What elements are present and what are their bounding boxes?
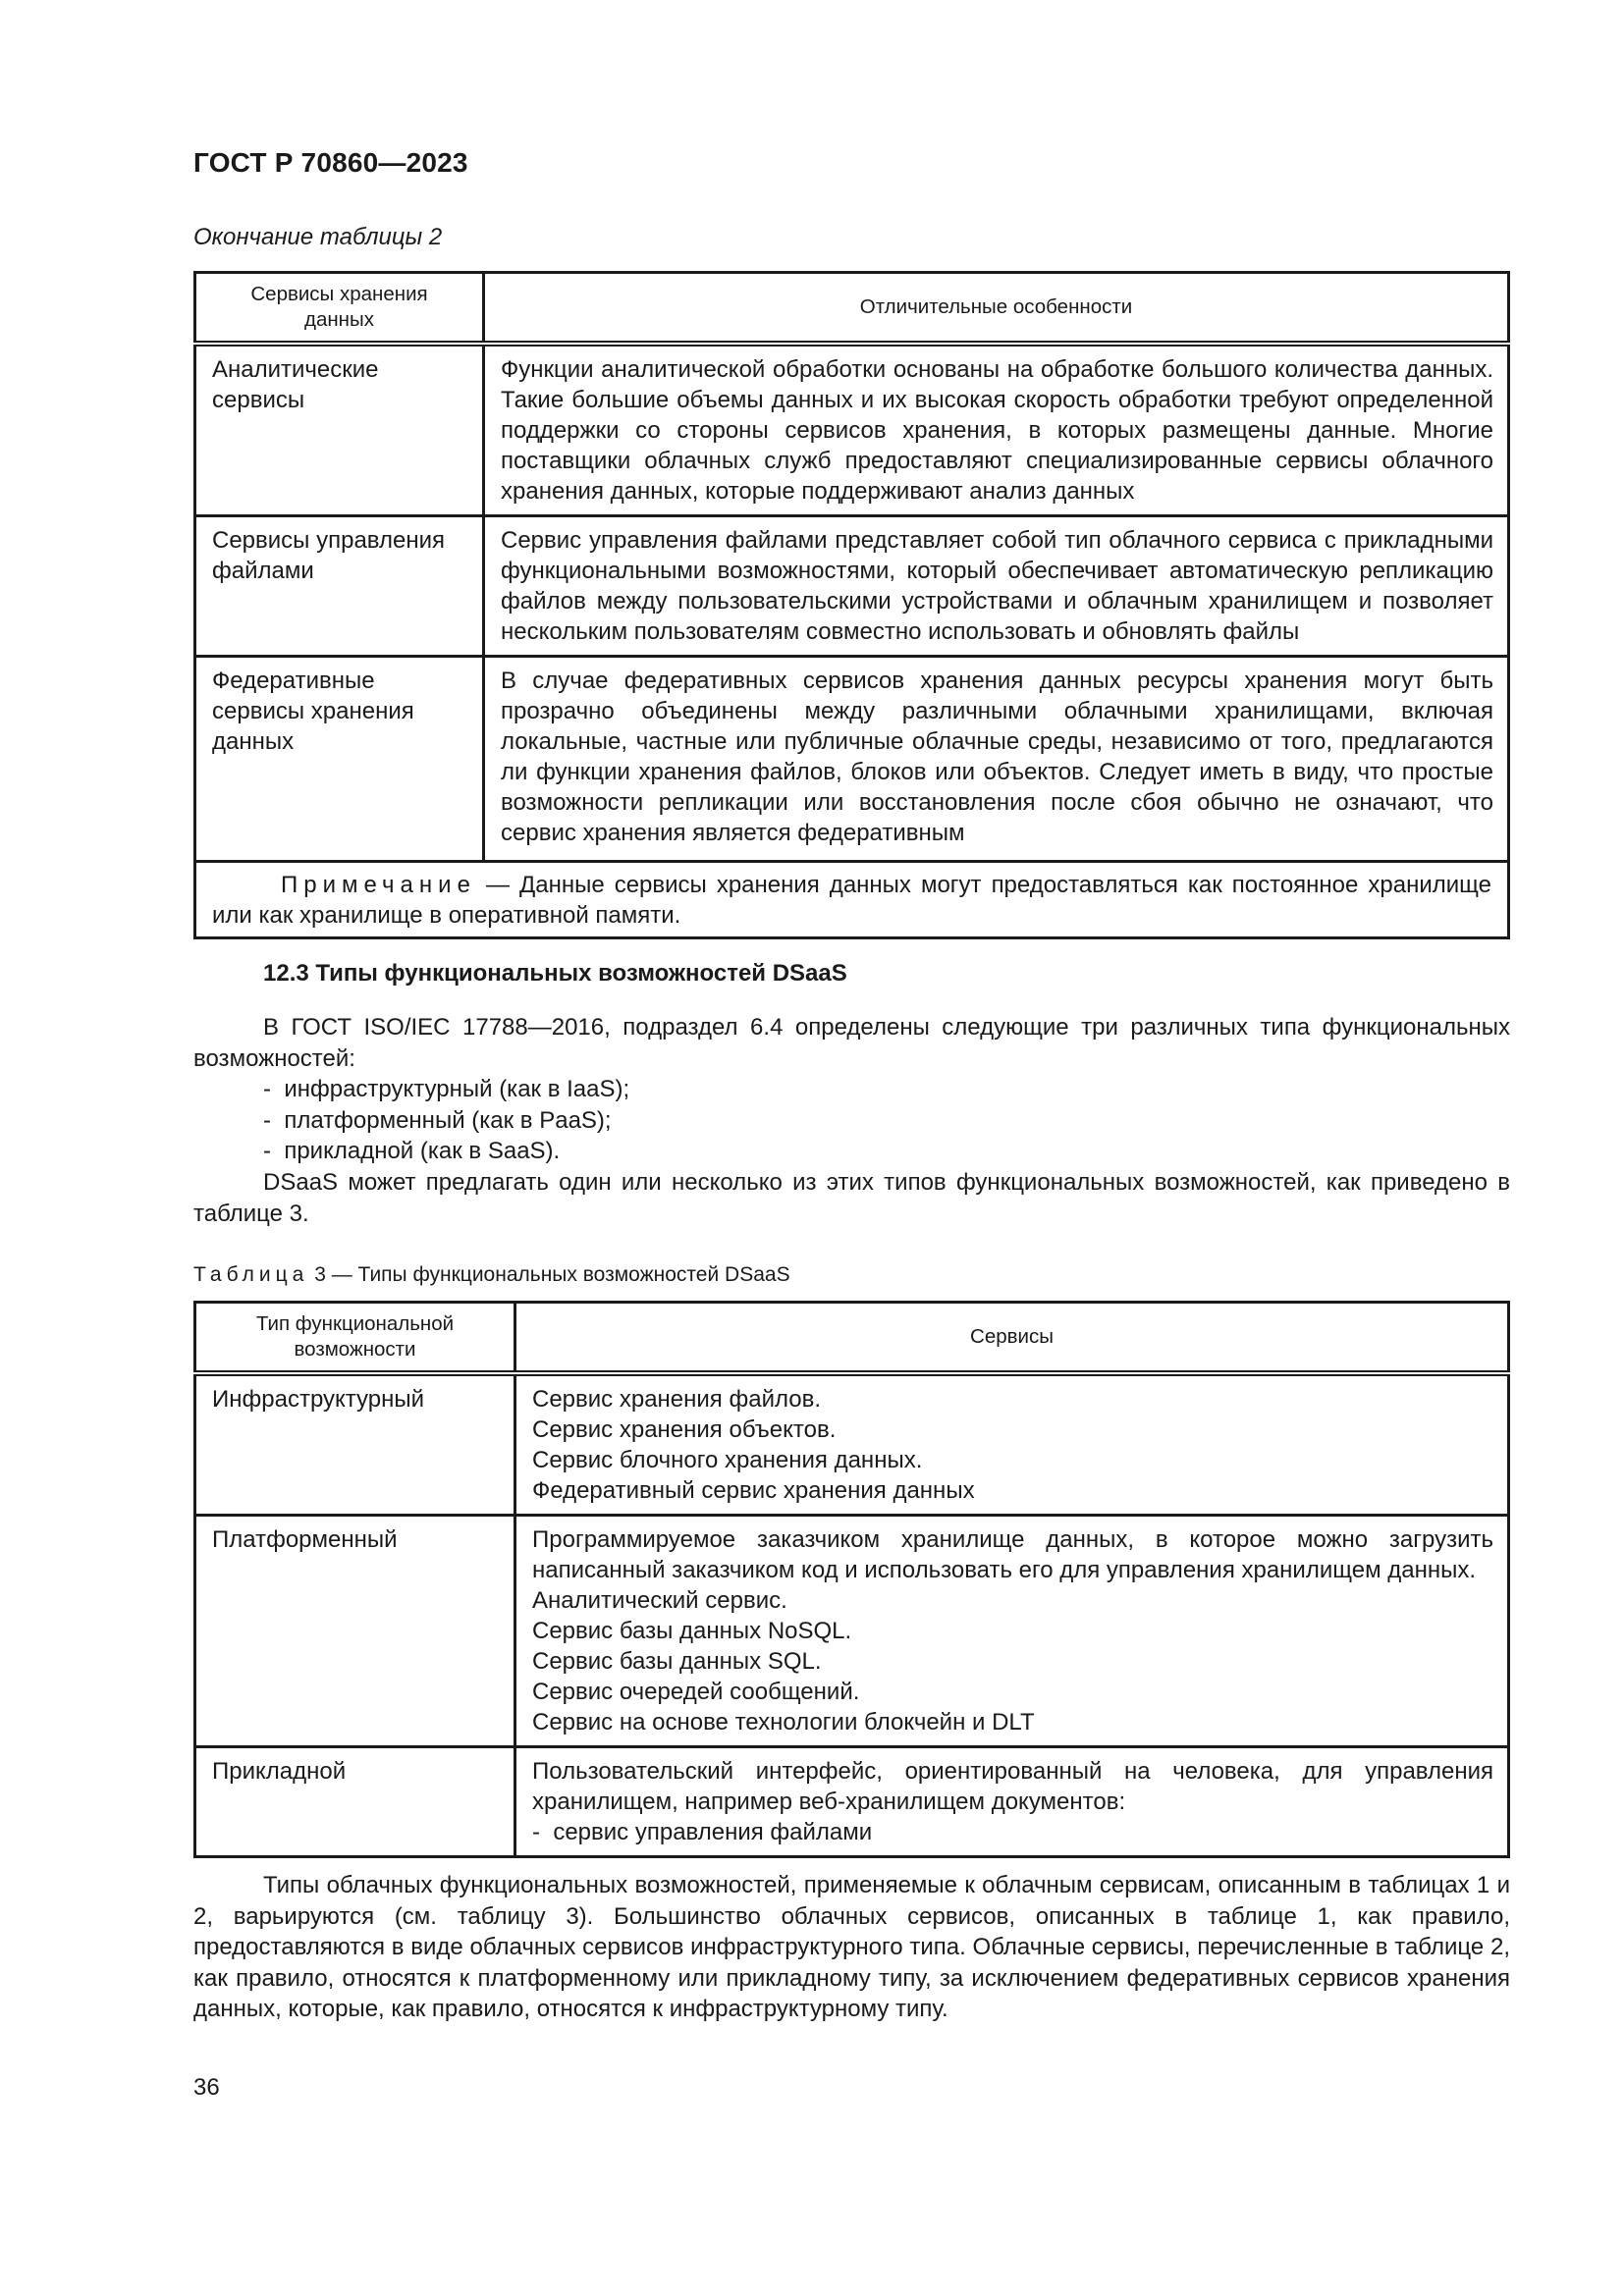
page-number: 36: [193, 2074, 220, 2101]
after-list-paragraph: [193, 1167, 1510, 1229]
table2-header-service: Сервисы хранения данных: [195, 273, 484, 344]
service-line: Сервис хранения объектов.: [532, 1415, 837, 1443]
capability-types-list: [263, 1074, 629, 1167]
table3-header-type: Тип функциональной возможности: [195, 1303, 515, 1373]
table3-caption-text: 3 — Типы функциональных возможностей DSaaS: [314, 1263, 790, 1286]
service-line: Сервис очередей сообщений.: [532, 1678, 860, 1705]
table-row: [195, 344, 1509, 516]
table3-caption-label: Таблица: [193, 1263, 309, 1286]
table2-service-cell: Аналитические сервисы: [195, 344, 484, 516]
list-item: - платформенный (как в PaaS);: [263, 1106, 612, 1134]
closing-paragraph: [193, 1870, 1510, 2025]
table-continuation-caption: Окончание таблицы 2: [193, 224, 443, 250]
service-line: Сервис базы данных NoSQL.: [532, 1617, 852, 1644]
service-line: Сервис базы данных SQL.: [532, 1647, 822, 1675]
table-row: [195, 515, 1509, 656]
table2-features-cell: В случае федеративных сервисов хранения данных ресурсы хранения могут быть прозрачно объединены между различными облачными хранилищами, включая локальные, частные или публичные облачные среды, независимо от того, предлагаются ли функции хранения файлов, блоков или объектов. Следует иметь в виду, что простые возможности репликации или восстановления после сбоя обычно не означают, что сервис хранения является федеративным: [484, 656, 1509, 861]
table-row: [195, 1373, 1509, 1516]
table2-features-cell: Сервис управления файлами представляет собой тип облачного сервиса с прикладными функциональными возможностями, который обеспечивает автоматическую репликацию файлов между пользовательскими устройствами и облачным хранилищем и позволяет нескольким пользователям совместно использовать и обновлять файлы: [484, 515, 1509, 656]
table-row: [195, 1746, 1509, 1856]
table3-services-cell: [515, 1746, 1509, 1856]
service-line: Сервис на основе технологии блокчейн и DLT: [532, 1708, 1035, 1735]
table3-type-cell: Платформенный: [195, 1515, 515, 1746]
table-2: [193, 271, 1510, 939]
service-line: Сервис блочного хранения данных.: [532, 1446, 923, 1473]
table2-service-cell: Федеративные сервисы хранения данных: [195, 656, 484, 861]
closing-text: Типы облачных функциональных возможностей, применяемые к облачным сервисам, описанным в таблицах 1 и 2, варьируются (см. таблицу 3). Большинство облачных сервисов, описанных в таблице 1, как правило, предоставляются в виде облачных сервисов инфраструктурного типа. Облачные сервисы, перечисленные в таблице 2, как правило, относятся к платформенному или прикладному типу, за исключением федеративных сервисов хранения данных, которые, как правило, относятся к инфраструктурному типу.: [193, 1872, 1510, 2022]
service-line: Сервис хранения файлов.: [532, 1385, 822, 1413]
note-text: — Данные сервисы хранения данных могут предоставляться как постоянное хранилище или как хранилище в оперативной памяти.: [212, 871, 1491, 929]
table-3: [193, 1301, 1510, 1858]
table3-caption: [193, 1263, 790, 1287]
table2-header-features: Отличительные особенности: [484, 273, 1509, 344]
table3-type-cell: Прикладной: [195, 1746, 515, 1856]
table2-note-row: [195, 861, 1509, 937]
service-line: Программируемое заказчиком хранилище данных, в которое можно загрузить написанный заказчиком код и использовать его для управления хранилищем данных.: [532, 1525, 1493, 1583]
table3-header-services: Сервисы: [515, 1303, 1509, 1373]
table2-note: [195, 861, 1509, 937]
table3-type-cell: Инфраструктурный: [195, 1373, 515, 1516]
service-line: - сервис управления файлами: [532, 1818, 873, 1845]
after-list-text: DSaaS может предлагать один или несколько из этих типов функциональных возможностей, как приведено в таблице 3.: [193, 1169, 1510, 1227]
section-intro-paragraph: [193, 1012, 1510, 1074]
section-heading: 12.3 Типы функциональных возможностей DSaaS: [263, 960, 847, 987]
table2-features-cell: Функции аналитической обработки основаны на обработке большого количества данных. Такие большие объемы данных и их высокая скорость обработки требуют определенной поддержки со стороны сервисов хранения, в которых размещены данные. Многие поставщики облачных служб предоставляют специализированные сервисы облачного хранения данных, которые поддерживают анализ данных: [484, 344, 1509, 516]
table2-service-cell: Сервисы управления файлами: [195, 515, 484, 656]
service-line: Федеративный сервис хранения данных: [532, 1476, 975, 1504]
list-item: - инфраструктурный (как в IaaS);: [263, 1076, 630, 1102]
document-code: ГОСТ Р 70860—2023: [193, 147, 468, 178]
service-line: Аналитический сервис.: [532, 1586, 787, 1614]
table3-services-cell: [515, 1373, 1509, 1516]
table-row: [195, 1515, 1509, 1746]
table3-services-cell: [515, 1515, 1509, 1746]
service-line: Пользовательский интерфейс, ориентированный на человека, для управления хранилищем, например веб-хранилищем документов:: [532, 1757, 1493, 1815]
note-label: Примечание: [281, 871, 476, 898]
intro-text: В ГОСТ ISO/IEC 17788—2016, подраздел 6.4 определены следующие три различных типа функциональных возможностей:: [193, 1014, 1510, 1072]
list-item: - прикладной (как в SaaS).: [263, 1138, 561, 1164]
table-row: [195, 656, 1509, 861]
